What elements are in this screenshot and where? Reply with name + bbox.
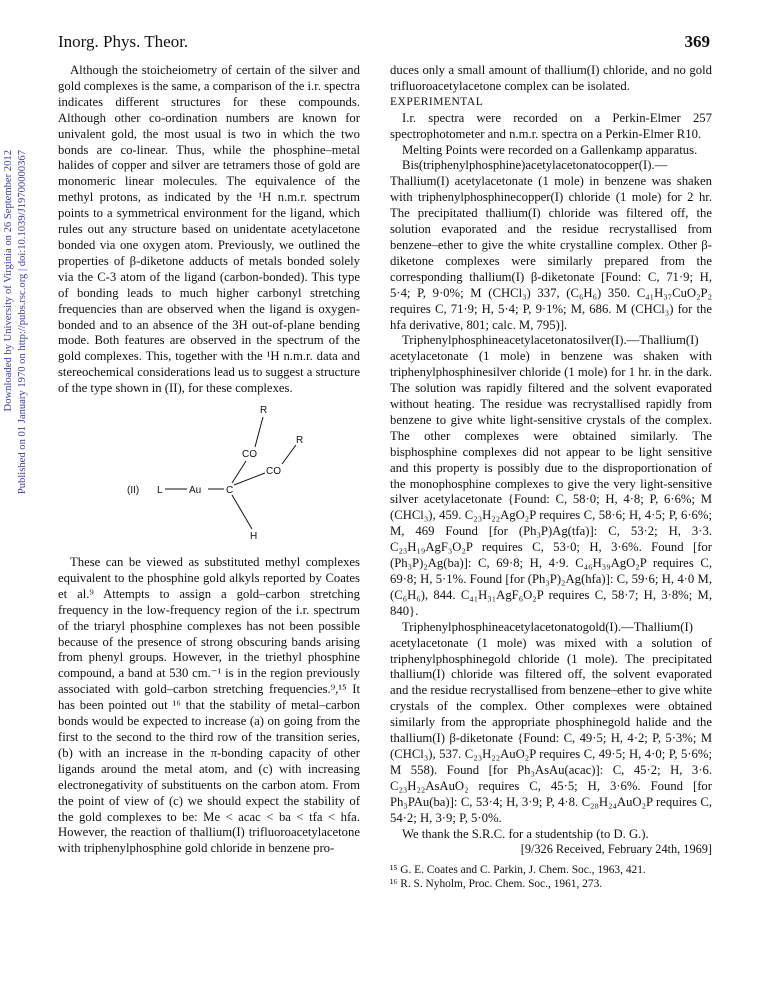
acknowledgement: We thank the S.R.C. for a studentship (to D. G.).	[402, 826, 649, 841]
right-column	[390, 63, 712, 891]
reference-15: ¹⁵ G. E. Coates and C. Parkin, J. Chem. Soc., 1963, 421.	[390, 864, 646, 877]
group-CO-right: CO	[266, 466, 281, 478]
paragraph: Melting Points were recorded on a Gallenkamp apparatus.	[402, 142, 698, 157]
group-R-right: R	[296, 435, 304, 447]
running-head: Inorg. Phys. Theor.	[58, 32, 189, 51]
paragraph: Triphenylphosphineacetylacetonatogold(I).—Thallium(I) acetylacetonate (1 mole) was mixed with a solution of triphenylphosphinegold chloride (1 mole). The precipitated thallium(I) chloride was filtered off, the solvent evaporated and the residue recrystallised from benzene–ether to give white crystals of the complex. Other complexes were obtained similarly from the appropriate phosphinegold halide and the thallium(I) β-diketonate {Found: C, 49·5; H, 4·2; P, 5·3%; M (CHCl₃), 537. C₂₃H₂₂AuO₂P requires C, 49·5; H, 4·0; P, 5·6%; M 558). Found [for Ph₃AsAu(acac)]: C, 45·2; H, 3·6. C₂₃H₂₂AsAuO₂ requires C, 45·5; H, 3·6%. Found [for Ph₃PAu(ba)]: C, 53·4; H, 3·9; P, 4·8. C₂₈H₂₄AuO₂P requires C, 54·2; H, 3·9; P, 5·0%.	[390, 619, 712, 825]
structure-ii	[58, 403, 360, 551]
structure-label: (II)	[127, 485, 140, 497]
atom-C: C	[226, 485, 234, 497]
paragraph: Triphenylphosphineacetylacetonatosilver(I).—Thallium(I) acetylacetonate (1 mole) in benzene was shaken with triphenylphosphinesilver chloride (1 mole) for 1 hr. in the dark. The solution was rapidly filtered and the solvent evaporated without heating. The residue was recrystallised rapidly from benzene to give white light-sensitive crystals of the complex. The other complexes were obtained similarly. The bisphosphine complexes did not appear to be light sensitive and this property is possibly due to the disproportionation of the monophosphine complexes to give the very light-sensitive silver acetylacetonate {Found: C, 58·0; H, 4·8; P, 6·6%; M (CHCl₃), 459. C₂₃H₂₂AgO₂P requires C, 58·6; H, 4·5; P, 6·6%; M, 469 Found [for (Ph₃P)Ag(tfa)]: C, 53·2; H, 3·3. C₂₃H₁₉AgF₃O₂P requires C, 53·0; H, 3·6%. Found [for (Ph₃P)₂Ag(ba)]: C, 69·8; H, 4·9. C₄₆H₃₉AgO₂P requires C, 69·8; H, 5·1%. Found [for (Ph₃P)₂Ag(hfa)]: C, 59·6; H, 4·0 M, (C₆H₆), 844. C₄₁H₃₁AgF₆O₂P requires C, 58·7; H, 3·8%; M, 840}.	[390, 333, 712, 618]
paragraph: These can be viewed as substituted methyl complexes equivalent to the phosphine gold alkyls reported by Coates et al.⁹ Attempts to assign a gold–carbon stretching frequency in the low-frequency region of the i.r. spectrum of the triaryl phosphine complexes has not been possible because of the presence of strong obscuring bands arising from phenyl groups. However, in the triethyl phosphine compound, a band at 530 cm.⁻¹ is in the region previously associated with gold–carbon stretching frequencies.⁹,¹⁵ It has been pointed out ¹⁶ that the stability of metal–carbon bonds would be expected to increase (a) on going from the first to the second to the third row of the transition series, (b) with an increase in the π-bonding capacity of other ligands around the metal atom, and (c) with increasing electronegativity of substituents on the carbon atom. From the point of view of (c) we should expect the stability of the gold complexes to be: Me < acac < ba < tfa < hfa. However, the reaction of thallium(I) trifluoroacetylacetone with triphenylphosphine gold chloride in benzene pro-	[58, 555, 360, 856]
download-watermark	[3, 150, 33, 670]
bond-CO-R-top	[255, 417, 263, 447]
page-number: 369	[684, 32, 710, 51]
bond-C-CO-right	[234, 473, 265, 485]
group-CO-upper: CO	[242, 449, 257, 461]
paragraph: Although the stoicheiometry of certain of the silver and gold complexes is the same, a comparison of the i.r. spectra indicates different structures for these compounds. Although other co-ordination numbers are known for univalent gold, the most usual is two in which the two bonds are co-linear. Thus, while the phosphine–metal halides of copper and silver are tetramers those of gold are monomeric linear molecules. The equivalence of the methyl protons, as indicated by the ¹H n.m.r. spectrum points to a symmetrical environment for the ligand, which rules out any structure based on unidentate acetylacetone bonded via one oxygen atom. Previously, we outlined the properties of β-diketone adducts of metals bonded solely via the C-3 atom of the ligand (carbon-bonded). This type of bonding leads to much higher carbonyl stretching frequencies than are observed when the ligand is oxygen-bonded and to an absence of the 3H out-of-plane bending mode. Both features are observed in the spectrum of the gold complexes. This, together with the ¹H n.m.r. data and stereochemical considerations lead us to suggest a structure of the type shown in (II), for these complexes.	[58, 63, 360, 396]
ligand-L: L	[157, 485, 163, 497]
atom-H: H	[250, 531, 258, 543]
bond-C-H	[232, 495, 252, 529]
bond-CO-R-right	[282, 445, 296, 464]
atom-Au: Au	[189, 485, 202, 497]
group-R-top: R	[260, 405, 268, 417]
reference-16: ¹⁶ R. S. Nyholm, Proc. Chem. Soc., 1961, 273.	[390, 877, 603, 890]
download-notice: Downloaded by University of Virginia on 26 September 2012	[3, 150, 14, 412]
doi-link[interactable]: Published on 01 January 1970 on http://pubs.rsc.org | doi:10.1039/J19700000367	[17, 150, 28, 495]
bond-C-CO-upper	[232, 461, 246, 483]
paragraph: Bis(triphenylphosphine)acetylacetonatocopper(I).—Thallium(I) acetylacetonate (1 mole) in benzene was shaken with triphenylphosphinecopper(I) chloride (1 mole) for 2 hr. The precipitated thallium(I) chloride was filtered off, the solution evaporated and the residue recrystallised from benzene–ether to give the white crystalline complex. Other β-diketone complexes were similarly prepared from the corresponding thallium(I) β-diketonate [Found: C, 71·9; H, 5·4; P, 9·0%; M (CHCl₃) 337, (C₆H₆) 350. C₄₁H₃₇CuO₂P₂ requires C, 71·9; H, 5·4; P, 9·1%; M, 686. M (CHCl₃) for the hfa derivative, 801; calc. M, 795)].	[390, 158, 712, 332]
received-date: [9/326 Received, February 24th, 1969]	[520, 842, 712, 857]
paragraph-continued: duces only a small amount of thallium(I) chloride, and no gold trifluoroacetylacetone complex can be isolated.	[390, 63, 712, 93]
section-heading: EXPERIMENTAL	[390, 95, 484, 108]
paragraph: I.r. spectra were recorded on a Perkin-Elmer 257 spectrophotometer and n.m.r. spectra on a Perkin-Elmer R10.	[390, 110, 712, 141]
structure-diagram	[58, 403, 360, 551]
references	[390, 864, 712, 891]
left-column	[58, 63, 360, 857]
